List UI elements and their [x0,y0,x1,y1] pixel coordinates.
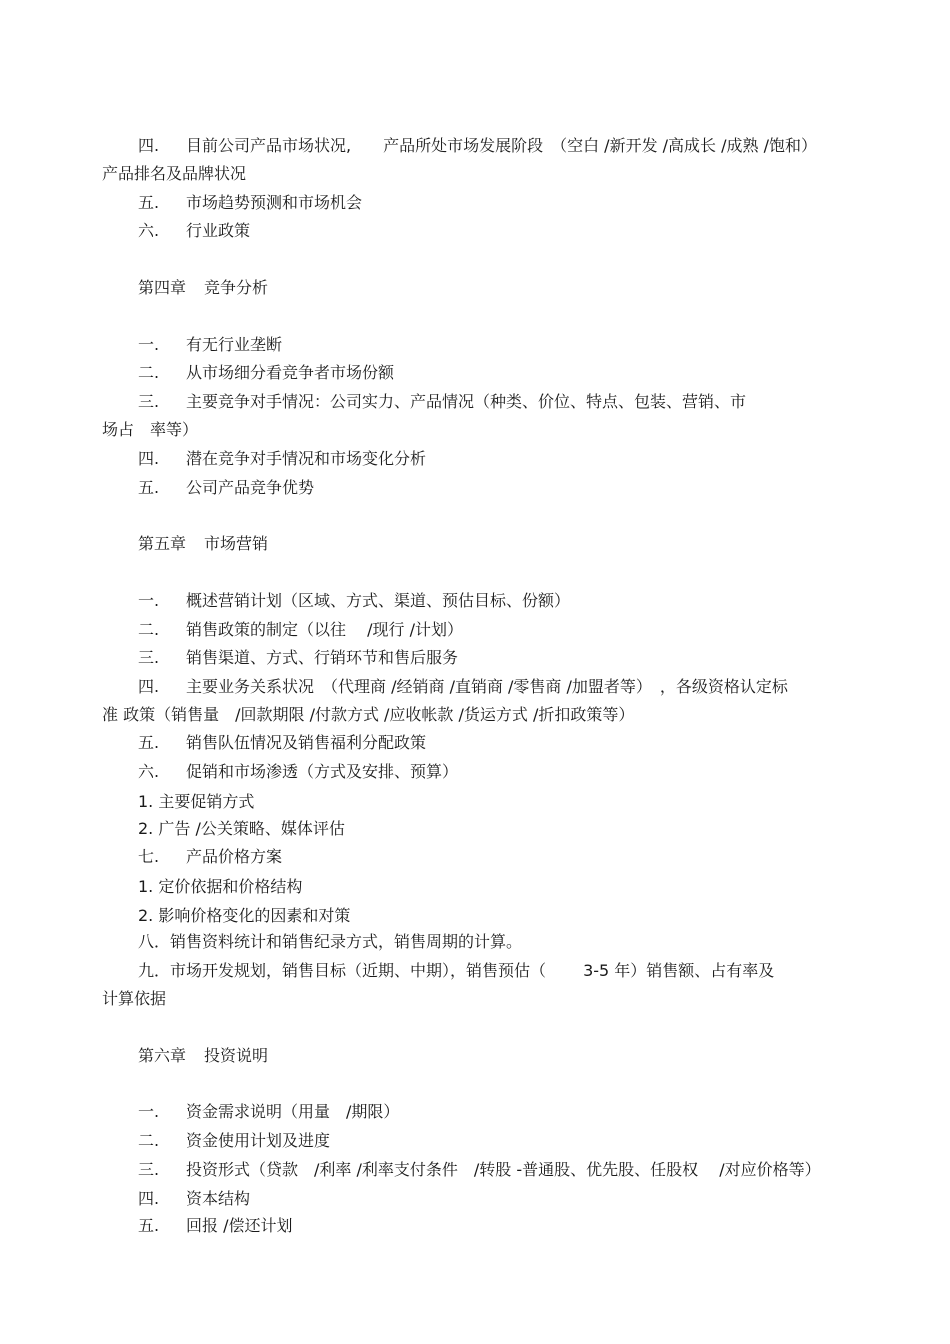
ch5-item-8: 八．销售资料统计和销售纪录方式，销售周期的计算。 [138,932,523,951]
item-number: 五. [138,733,160,752]
item-text: 销售队伍情况及销售福利分配政策 [186,733,427,752]
chapter-4-title [138,278,268,298]
item-text: 销售政策的制定（以往 /现行 /计划） [186,620,463,639]
ch5-item-1 [138,591,570,611]
ch5-item-6-sub-2: 2. 广告 /公关策略、媒体评估 [138,819,345,838]
item-number: 五. [138,478,160,497]
item-text: 有无行业垄断 [186,335,283,354]
item-number: 二. [138,620,160,639]
item-number: 一. [138,1102,160,1121]
chapter-5-title [138,534,268,554]
ch3-item-6 [138,221,250,241]
chapter-number: 第六章 [138,1046,187,1065]
item-number: 二. [138,363,160,382]
chapter-name: 竞争分析 [204,278,269,297]
item-number: 一. [138,335,160,354]
ch5-item-6 [138,762,458,782]
item-text: 行业政策 [186,221,251,240]
chapter-number: 第五章 [138,534,187,553]
item-text: 概述营销计划（区域、方式、渠道、预估目标、份额） [186,591,571,610]
item-number: 三. [138,648,160,667]
chapter-name: 市场营销 [204,534,269,553]
item-text: 促销和市场渗透（方式及安排、预算） [186,762,459,781]
item-text: 主要业务关系状况 （代理商 /经销商 /直销商 /零售商 /加盟者等） ，各级资格认定标 [186,677,788,696]
chapter-number: 第四章 [138,278,187,297]
item-text: 资金需求说明（用量 /期限） [186,1102,400,1121]
ch5-item-7 [138,847,282,867]
item-text: 公司产品竞争优势 [186,478,315,497]
ch5-item-9: 九．市场开发规划，销售目标（近期、中期），销售预估（ 3-5 年）销售额、占有率及 [138,961,775,980]
chapter-6-title [138,1046,268,1066]
item-number: 三. [138,1160,160,1179]
ch5-item-5 [138,733,426,753]
item-text: 回报 /偿还计划 [186,1216,293,1235]
ch4-item-4 [138,449,426,469]
item-text: 产品价格方案 [186,847,283,866]
item-text: 资本结构 [186,1189,251,1208]
ch6-item-4 [138,1189,250,1209]
item-number: 四. [138,449,160,468]
ch3-item-5 [138,193,362,213]
ch4-item-1 [138,335,282,355]
ch4-item-3-continued: 场占 率等） [102,420,199,439]
ch3-item-4-continued: 产品排名及品牌状况 [102,164,247,183]
item-number: 五. [138,1216,160,1235]
ch5-item-3 [138,648,458,668]
item-text: 销售渠道、方式、行销环节和售后服务 [186,648,459,667]
item-number: 七. [138,847,160,866]
item-text: 投资形式（贷款 /利率 /利率支付条件 /转股 -普通股、优先股、任股权 /对应价格等） [186,1160,821,1179]
ch5-item-4 [138,677,788,697]
item-number: 六. [138,221,160,240]
ch4-item-2 [138,363,394,383]
item-text: 目前公司产品市场状况, 产品所处市场发展阶段 （空白 /新开发 /高成长 /成熟 /饱和） [186,136,817,155]
item-number: 六. [138,762,160,781]
ch5-item-4-continued: 准 政策（销售量 /回款期限 /付款方式 /应收帐款 /货运方式 /折扣政策等） [102,705,635,724]
item-number: 四. [138,1189,160,1208]
ch6-item-2 [138,1131,330,1151]
ch4-item-5 [138,478,314,498]
ch3-item-4 [138,136,817,156]
ch5-item-7-sub-2: 2. 影响价格变化的因素和对策 [138,906,351,925]
item-number: 四. [138,136,160,155]
item-number: 一. [138,591,160,610]
item-number: 二. [138,1131,160,1150]
ch5-item-6-sub-1: 1. 主要促销方式 [138,792,255,811]
ch6-item-3 [138,1160,821,1180]
ch5-item-2 [138,620,463,640]
ch6-item-1 [138,1102,399,1122]
ch5-item-7-sub-1: 1. 定价依据和价格结构 [138,877,303,896]
ch6-item-5 [138,1216,292,1236]
item-text: 市场趋势预测和市场机会 [186,193,363,212]
item-text: 潜在竞争对手情况和市场变化分析 [186,449,427,468]
item-text: 主要竞争对手情况：公司实力、产品情况（种类、价位、特点、包装、营销、市 [186,392,747,411]
ch4-item-3 [138,392,746,412]
item-number: 五. [138,193,160,212]
item-number: 四. [138,677,160,696]
chapter-name: 投资说明 [204,1046,269,1065]
ch5-item-9-continued: 计算依据 [102,989,167,1008]
item-text: 资金使用计划及进度 [186,1131,331,1150]
item-text: 从市场细分看竞争者市场份额 [186,363,395,382]
item-number: 三. [138,392,160,411]
